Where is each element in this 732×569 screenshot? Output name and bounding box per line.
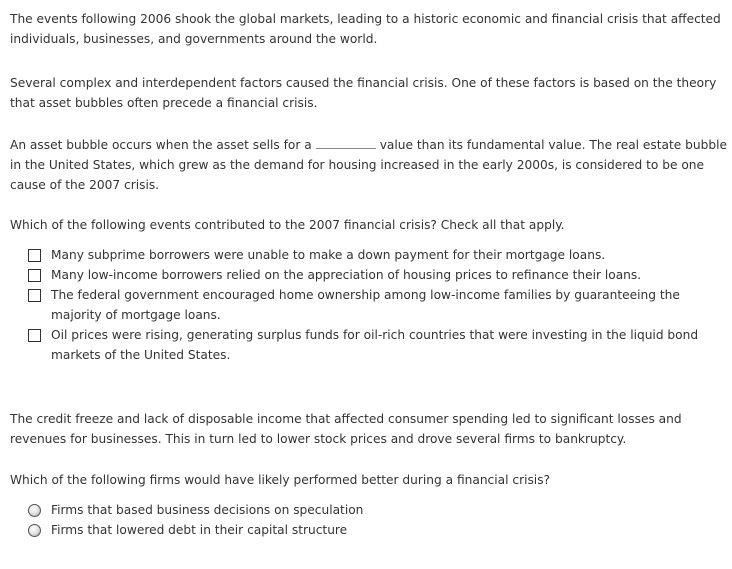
option-label[interactable]: Firms that lowered debt in their capital structure (51, 523, 348, 537)
intro-paragraph-1: The events following 2006 shook the global markets, leading to a historic economic and financial crisis that affected individuals, businesses, and governments around the world. (10, 12, 721, 46)
bubble-paragraph (10, 134, 728, 195)
radio-button[interactable] (28, 524, 41, 537)
question2-prompt: Which of the following firms would have likely performed better during a financial crisis? (10, 473, 551, 487)
checkbox[interactable] (28, 269, 41, 282)
checkbox[interactable] (28, 249, 41, 262)
intro-paragraph-2: Several complex and interdependent factors caused the financial crisis. One of these factors is based on the theory that asset bubbles often precede a financial crisis. (10, 76, 717, 110)
credit-paragraph: The credit freeze and lack of disposable income that affected consumer spending led to significant losses and revenues for businesses. This in turn led to lower stock prices and drove several firms to bankruptcy. (10, 412, 682, 446)
bubble-text-after: value than its fundamental value. The real estate bubble in the United States, which grew as the demand for housing increased in the early 2000s, is considered to be one cause of the 2007 crisis. (10, 138, 727, 192)
option-label[interactable]: Many low-income borrowers relied on the appreciation of housing prices to refinance their loans. (51, 268, 642, 282)
checkbox[interactable] (28, 329, 41, 342)
option-label[interactable]: Firms that based business decisions on speculation (51, 503, 364, 517)
bubble-blank-dropdown[interactable] (316, 134, 376, 149)
bubble-text-before: An asset bubble occurs when the asset sells for a (10, 138, 312, 152)
option-label[interactable]: Many subprime borrowers were unable to make a down payment for their mortgage loans. (51, 248, 606, 262)
option-label[interactable]: The federal government encouraged home ownership among low-income families by guaranteeing the majority of mortgage loans. (51, 288, 680, 322)
option-label[interactable]: Oil prices were rising, generating surplus funds for oil-rich countries that were investing in the liquid bond markets of the United States. (51, 328, 699, 362)
question1-prompt: Which of the following events contributed to the 2007 financial crisis? Check all that apply. (10, 218, 565, 232)
checkbox[interactable] (28, 289, 41, 302)
radio-button[interactable] (28, 504, 41, 517)
